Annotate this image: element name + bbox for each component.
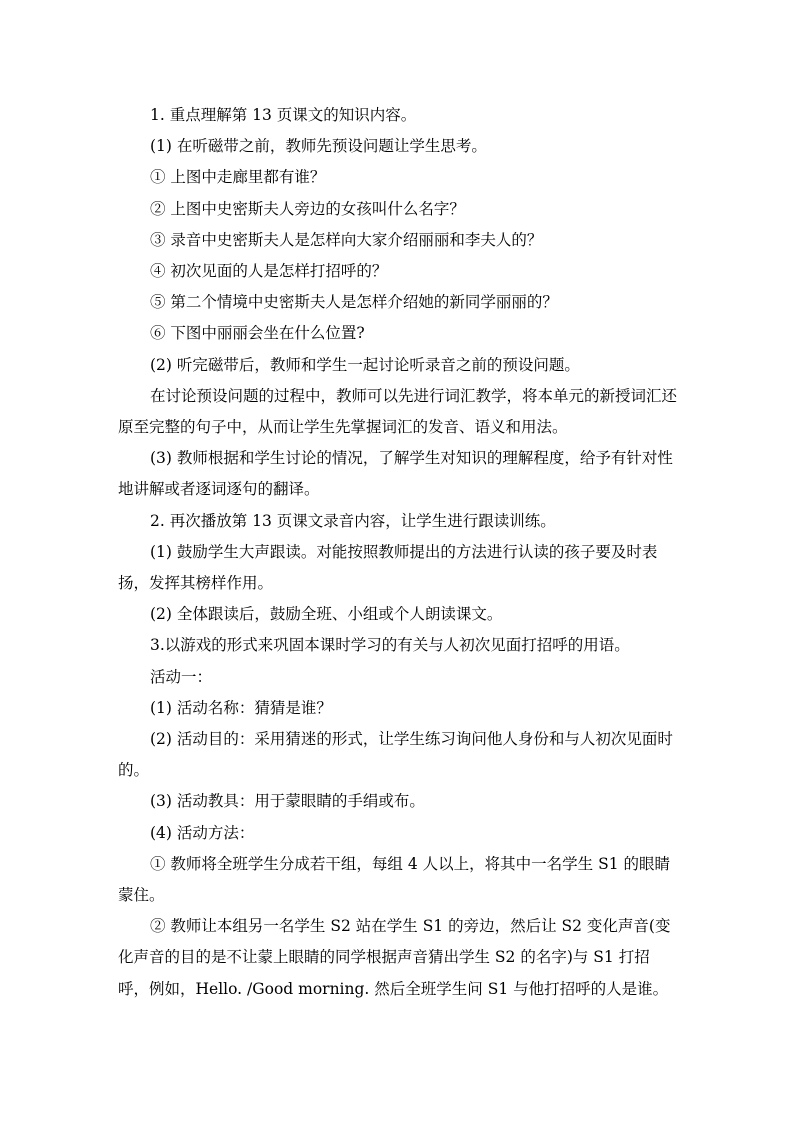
step-paragraph: (2) 听完磁带后，教师和学生一起讨论听录音之前的预设问题。 (150, 355, 580, 374)
activity-step: ① 教师将全班学生分成若干组，每组 4 人以上，将其中一名学生 S1 的眼睛蒙住。 (118, 854, 670, 905)
section-heading-3: 3.以游戏的形式来巩固本课时学习的有关与人初次见面打招呼的用语。 (150, 636, 630, 655)
activity-title: 活动一： (150, 667, 213, 686)
question-item: ⑤ 第二个情境中史密斯夫人是怎样介绍她的新同学丽丽的？ (150, 293, 558, 312)
step-paragraph: (2) 全体跟读后，鼓励全班、小组或个人朗读课文。 (150, 605, 503, 624)
question-item: ③ 录音中史密斯夫人是怎样向大家介绍丽丽和李夫人的？ (150, 230, 543, 249)
question-item: ⑥ 下图中丽丽会坐在什么位置? (150, 324, 365, 343)
step-paragraph: (3) 教师根据和学生讨论的情况，了解学生对知识的理解程度，给予有针对性地讲解或者逐词逐句的翻译。 (118, 449, 673, 499)
question-item: ① 上图中走廊里都有谁？ (150, 168, 326, 187)
question-item: ④ 初次见面的人是怎样打招呼的？ (150, 262, 388, 281)
body-paragraph: 在讨论预设问题的过程中，教师可以先进行词汇教学，将本单元的新授词汇还原至完整的句子中，从而让学生先掌握词汇的发音、语义和用法。 (118, 386, 678, 437)
section-heading-2: 2. 再次播放第 13 页课文录音内容，让学生进行跟读训练。 (150, 511, 556, 530)
step-paragraph: (1) 鼓励学生大声跟读。对能按照教师提出的方法进行认读的孩子要及时表扬，发挥其榜样作用。 (118, 542, 658, 593)
activity-detail: (2) 活动目的：采用猜迷的形式，让学生练习询问他人身份和与人初次见面时的。 (118, 730, 673, 780)
activity-detail: (4) 活动方法： (150, 823, 255, 842)
activity-step: ② 教师让本组另一名学生 S2 站在学生 S1 的旁边，然后让 S2 变化声音(变化声音的目的是不让蒙上眼睛的同学根据声音猜出学生 S2 的名字)与 S1 打招呼，例如，Hello. /Good morning. 然后全班学生问 S1 与他打招呼的人是谁。 (118, 917, 671, 998)
question-item: ② 上图中史密斯夫人旁边的女孩叫什么名字？ (150, 199, 465, 218)
activity-detail: (1) 活动名称：猜猜是谁？ (150, 698, 332, 717)
document-body (118, 100, 678, 1005)
section-heading-1: 1. 重点理解第 13 页课文的知识内容。 (150, 106, 417, 124)
step-paragraph: (1) 在听磁带之前，教师先预设问题让学生思考。 (150, 137, 487, 156)
activity-detail: (3) 活动教具：用于蒙眼睛的手绢或布。 (150, 792, 425, 811)
